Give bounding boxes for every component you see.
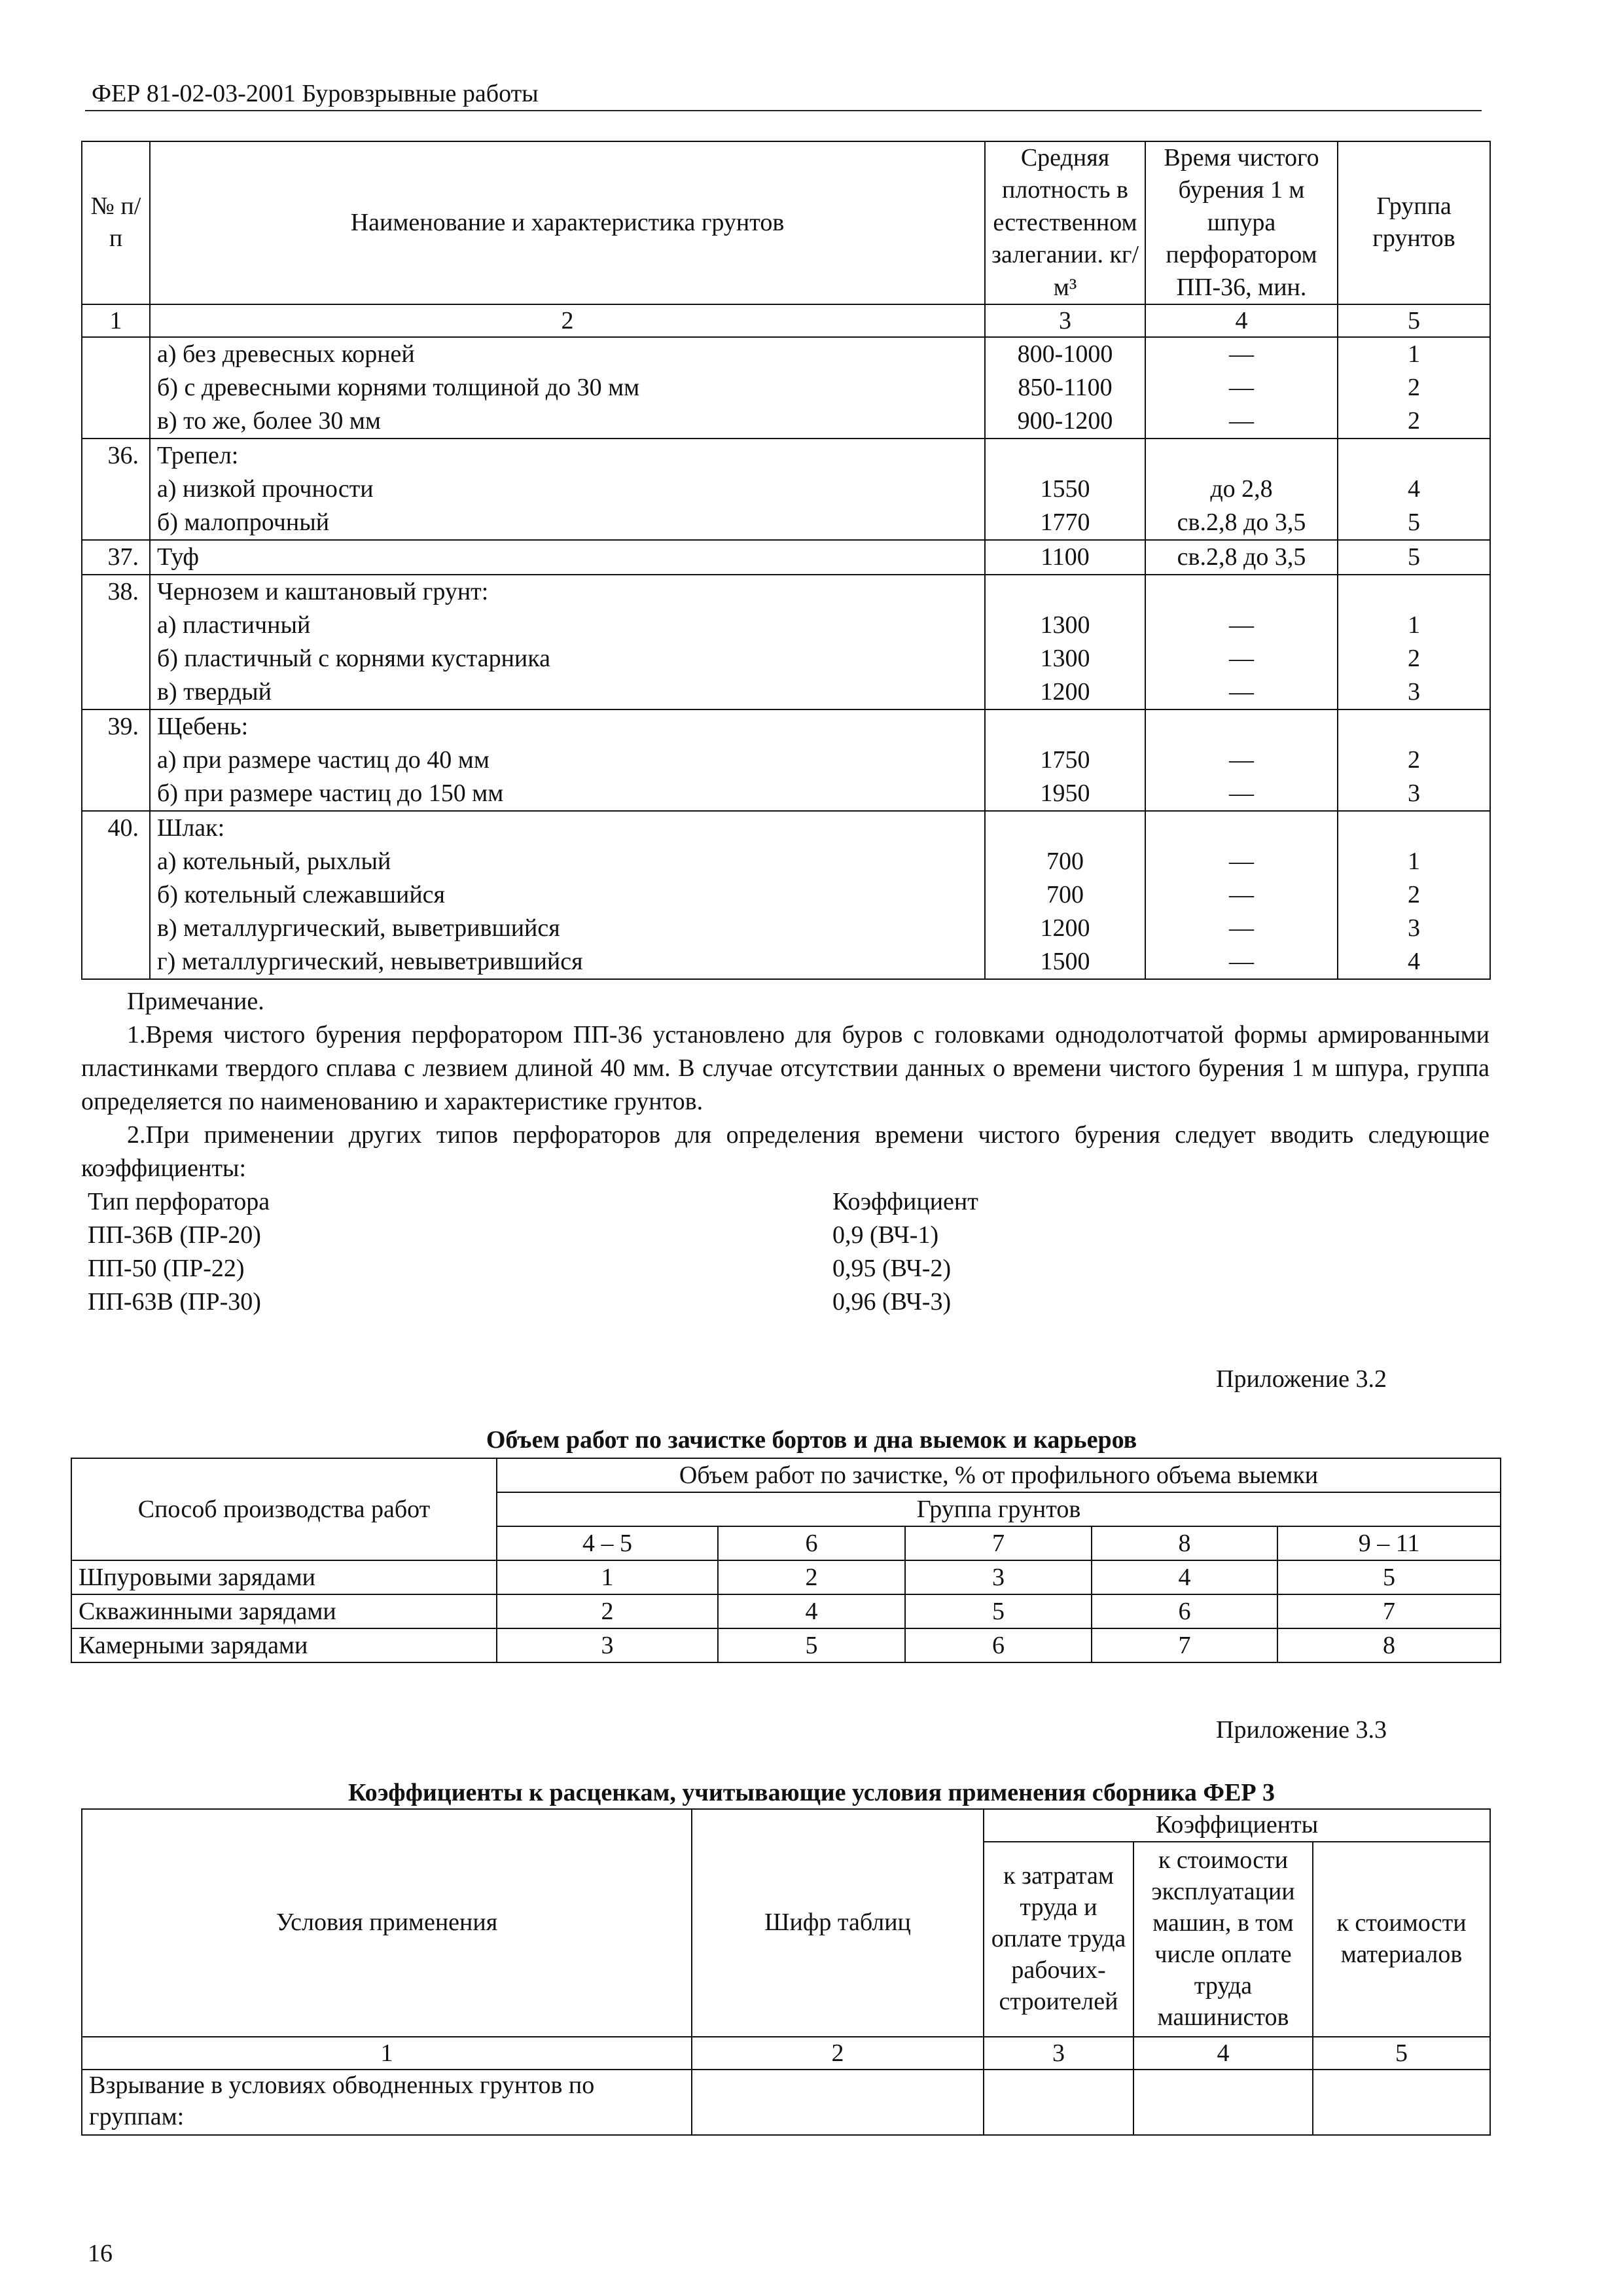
density-value-cell: [985, 575, 1145, 709]
soil-group: 2: [1408, 373, 1420, 401]
row-number: [82, 575, 150, 709]
soil-name: Трепел:: [157, 441, 239, 469]
coef-header-row: [81, 1185, 1489, 1219]
density-value: [992, 710, 1138, 744]
soil-group: 5: [1408, 508, 1420, 536]
header-rule: [85, 110, 1482, 111]
soil-name-cell: [150, 811, 985, 979]
density-value: 900-1200: [1017, 406, 1113, 435]
col-number: 1: [82, 304, 150, 337]
soil-group: [1345, 812, 1483, 845]
value: 4: [718, 1594, 905, 1628]
soil-group: 3: [1408, 677, 1420, 706]
drilling-time: [1152, 575, 1330, 609]
group-label: 6: [718, 1526, 905, 1560]
empty-cell: [984, 2070, 1133, 2135]
drilling-time: —: [1229, 947, 1254, 975]
density-value: 1300: [1040, 644, 1090, 672]
table-row: [82, 709, 1490, 811]
col-number: 4: [1133, 2037, 1313, 2070]
soil-name: Шлак:: [157, 814, 225, 842]
drilling-time: —: [1229, 340, 1254, 368]
row-number-text: 38.: [107, 577, 139, 605]
drilling-time: [1152, 439, 1330, 473]
soil-name: б) котельный слежавшийся: [157, 880, 446, 908]
header-density: [985, 141, 1145, 304]
note-2: 2.При применении других типов перфораторов для определения времени чистого бурения следует вводить следующие коэффициенты:: [81, 1121, 1489, 1182]
note-1: 1.Время чистого бурения перфоратором ПП-36 установлено для буров с головками однодолотчатой формы армированными пластинками твердого сплава с лезвием длиной 40 мм. В случае отсутствии данных о времени чистого бурения 1 м шпура, группа определяется по наименованию и характеристике грунтов.: [81, 1021, 1489, 1115]
soil-name: Чернозем и каштановый грунт:: [157, 577, 489, 605]
density-value-cell: [985, 337, 1145, 439]
header-group: Группа грунтов: [1338, 141, 1490, 304]
row-number: [82, 439, 150, 540]
soil-name: в) твердый: [157, 677, 272, 706]
value: 2: [718, 1560, 905, 1594]
col-number: 2: [692, 2037, 984, 2070]
soil-group: 4: [1408, 475, 1420, 503]
soil-group-cell: [1338, 439, 1490, 540]
density-value: 1750: [1040, 745, 1090, 774]
soil-name-cell: [150, 709, 985, 811]
coef-header-type: Тип перфоратора: [88, 1188, 270, 1215]
table-row: [71, 1560, 1501, 1594]
appendix-33-label: Приложение 3.3: [1216, 1716, 1387, 1744]
drilling-time: —: [1229, 611, 1254, 639]
density-value: 700: [1046, 847, 1084, 875]
density-value-cell: [985, 540, 1145, 575]
value: 6: [1092, 1594, 1277, 1628]
row-number: [82, 337, 150, 439]
value: 5: [1277, 1560, 1501, 1594]
coef-row: [81, 1252, 1489, 1285]
col-number: 2: [150, 304, 985, 337]
soil-group: 2: [1408, 406, 1420, 435]
drilling-time-cell: [1145, 439, 1338, 540]
value: 8: [1277, 1628, 1501, 1662]
notes: [81, 985, 1489, 1319]
drilling-time-cell: [1145, 575, 1338, 709]
header-name: Наименование и характеристика грунтов: [150, 141, 985, 304]
col-labor: к затратам труда и оплате труда рабочих-строителей: [984, 1842, 1133, 2037]
coef-type: ПП-50 (ПР-22): [88, 1255, 245, 1282]
drilling-time: св.2,8 до 3,5: [1177, 543, 1306, 571]
row-number-text: 37.: [107, 543, 139, 571]
group-label: 9 – 11: [1277, 1526, 1501, 1560]
soil-name-cell: [150, 337, 985, 439]
col-method: Способ производства работ: [71, 1458, 497, 1560]
soil-group-cell: [1338, 575, 1490, 709]
soil-name: б) малопрочный: [157, 508, 330, 536]
soil-name: а) при размере частиц до 40 мм: [157, 745, 490, 774]
density-value: [992, 439, 1138, 473]
row-number-text: 39.: [107, 712, 139, 740]
density-value: 1100: [1041, 543, 1090, 571]
coef-value: 0,95 (ВЧ-2): [832, 1255, 952, 1282]
header-num: № п/п: [82, 141, 150, 304]
table-row: [71, 1594, 1501, 1628]
col-machines: к стоимости эксплуатации машин, в том числе оплате труда машинистов: [1133, 1842, 1313, 2037]
value: 4: [1092, 1560, 1277, 1594]
soil-name: б) пластичный с корнями кустарника: [157, 644, 551, 672]
empty-cell: [1313, 2070, 1490, 2135]
density-value: [992, 812, 1138, 845]
drilling-time: —: [1229, 745, 1254, 774]
soil-group: [1345, 710, 1483, 744]
table-row: [82, 540, 1490, 575]
drilling-time: —: [1229, 880, 1254, 908]
col-group: Группа грунтов: [497, 1492, 1501, 1526]
soil-group: 3: [1408, 779, 1420, 807]
soil-group: 1: [1408, 847, 1420, 875]
row-number: [82, 540, 150, 575]
page-number: 16: [88, 2240, 113, 2267]
density-value: 800-1000: [1017, 340, 1113, 368]
method: Шпуровыми зарядами: [71, 1560, 497, 1594]
soil-group: 5: [1408, 543, 1420, 571]
density-value-cell: [985, 811, 1145, 979]
table-row: [82, 575, 1490, 709]
drilling-time: —: [1229, 406, 1254, 435]
density-value: 1300: [1040, 611, 1090, 639]
method: Скважинными зарядами: [71, 1594, 497, 1628]
drilling-time: —: [1229, 644, 1254, 672]
soil-table: [81, 141, 1491, 980]
row-number-text: 36.: [107, 441, 139, 469]
soil-group: 2: [1408, 880, 1420, 908]
notes-title: Примечание.: [127, 988, 264, 1015]
density-value: 1200: [1040, 677, 1090, 706]
empty-cell: [1133, 2070, 1313, 2135]
soil-name: Щебень:: [157, 712, 249, 740]
soil-group: 4: [1408, 947, 1420, 975]
soil-group: [1345, 439, 1483, 473]
soil-group: [1345, 575, 1483, 609]
row-number-text: 40.: [107, 814, 139, 842]
density-value: 1770: [1040, 508, 1090, 536]
value: 1: [497, 1560, 718, 1594]
condition: Взрывание в условиях обводненных грунтов по группам:: [82, 2070, 692, 2135]
value: 2: [497, 1594, 718, 1628]
coef-row: [81, 1219, 1489, 1252]
soil-group: 1: [1408, 340, 1420, 368]
drilling-time: до 2,8: [1210, 475, 1273, 503]
group-label: 8: [1092, 1526, 1277, 1560]
soil-name: а) пластичный: [157, 611, 311, 639]
col-conditions: Условия применения: [82, 1809, 692, 2037]
soil-group-cell: [1338, 337, 1490, 439]
value: 3: [905, 1560, 1092, 1594]
soil-group-cell: [1338, 540, 1490, 575]
soil-name: а) низкой прочности: [157, 475, 374, 503]
soil-name-cell: [150, 439, 985, 540]
appendix-33-title: Коэффициенты к расценкам, учитывающие условия применения сборника ФЕР 3: [348, 1779, 1275, 1806]
table-row: [82, 2070, 1490, 2135]
row-number: [82, 709, 150, 811]
soil-name: в) металлургический, выветрившийся: [157, 914, 560, 942]
soil-name: а) котельный, рыхлый: [157, 847, 391, 875]
soil-name: г) металлургический, невыветрившийся: [157, 947, 583, 975]
soil-group: 3: [1408, 914, 1420, 942]
density-value: 1200: [1040, 914, 1090, 942]
empty-cell: [692, 2070, 984, 2135]
value: 7: [1277, 1594, 1501, 1628]
value: 5: [905, 1594, 1092, 1628]
row-number-text: [89, 338, 139, 371]
col-materials: к стоимости материалов: [1313, 1842, 1490, 2037]
coefficients-table: [81, 1808, 1491, 2136]
soil-group-cell: [1338, 811, 1490, 979]
col-number: 3: [984, 2037, 1133, 2070]
density-value: 1500: [1040, 947, 1090, 975]
soil-name: б) с древесными корнями толщиной до 30 мм: [157, 373, 640, 401]
col-number: 5: [1338, 304, 1490, 337]
appendix-32-label: Приложение 3.2: [1216, 1365, 1387, 1393]
value: 6: [905, 1628, 1092, 1662]
coef-header-value: Коэффициент: [832, 1188, 978, 1215]
drilling-time: —: [1229, 779, 1254, 807]
col-number: 3: [985, 304, 1145, 337]
col-code: Шифр таблиц: [692, 1809, 984, 2037]
soil-name: б) при размере частиц до 150 мм: [157, 779, 504, 807]
drilling-time: [1152, 710, 1330, 744]
coef-value: 0,96 (ВЧ-3): [832, 1288, 952, 1316]
soil-name: в) то же, более 30 мм: [157, 406, 381, 435]
cleanup-volume-table: [71, 1458, 1501, 1663]
col-number: 1: [82, 2037, 692, 2070]
drilling-time: св.2,8 до 3,5: [1177, 508, 1306, 536]
density-value-cell: [985, 439, 1145, 540]
coef-row: [81, 1285, 1489, 1319]
row-number: [82, 811, 150, 979]
col-coefficients: Коэффициенты: [984, 1809, 1490, 1842]
table-row: [82, 439, 1490, 540]
soil-group-cell: [1338, 709, 1490, 811]
density-value: 1550: [1040, 475, 1090, 503]
drilling-time: [1152, 812, 1330, 845]
coef-type: ПП-36В (ПР-20): [88, 1221, 261, 1249]
density-value: 850-1100: [1018, 373, 1113, 401]
drilling-time-cell: [1145, 337, 1338, 439]
value: 3: [497, 1628, 718, 1662]
soil-name-cell: [150, 540, 985, 575]
density-value: 700: [1046, 880, 1084, 908]
col-number: 4: [1145, 304, 1338, 337]
col-number: 5: [1313, 2037, 1490, 2070]
value: 5: [718, 1628, 905, 1662]
soil-group: 1: [1408, 611, 1420, 639]
soil-group: 2: [1408, 644, 1420, 672]
appendix-32-title: Объем работ по зачистке бортов и дна выемок и карьеров: [486, 1426, 1137, 1454]
density-value: [992, 575, 1138, 609]
header-density-text: Средняя плотность в естественном залегании. кг/м³: [991, 144, 1139, 301]
soil-name-cell: [150, 575, 985, 709]
drilling-time: —: [1229, 677, 1254, 706]
density-value-cell: [985, 709, 1145, 811]
header-time: Время чистого бурения 1 м шпура перфоратором ПП-36, мин.: [1145, 141, 1338, 304]
coef-value: 0,9 (ВЧ-1): [832, 1221, 939, 1249]
drilling-time-cell: [1145, 540, 1338, 575]
page-header: ФЕР 81-02-03-2001 Буровзрывные работы: [92, 80, 539, 107]
col-volume: Объем работ по зачистке, % от профильного объема выемки: [497, 1458, 1501, 1492]
soil-name: Туф: [157, 543, 199, 571]
group-label: 4 – 5: [497, 1526, 718, 1560]
table-row: [82, 337, 1490, 439]
group-label: 7: [905, 1526, 1092, 1560]
drilling-time-cell: [1145, 811, 1338, 979]
drilling-time: —: [1229, 373, 1254, 401]
soil-name: а) без древесных корней: [157, 340, 415, 368]
soil-group: 2: [1408, 745, 1420, 774]
coef-type: ПП-63В (ПР-30): [88, 1288, 261, 1316]
drilling-time: —: [1229, 914, 1254, 942]
method: Камерными зарядами: [71, 1628, 497, 1662]
density-value: 1950: [1040, 779, 1090, 807]
drilling-time-cell: [1145, 709, 1338, 811]
value: 7: [1092, 1628, 1277, 1662]
table-row: [82, 811, 1490, 979]
drilling-time: —: [1229, 847, 1254, 875]
table-row: [71, 1628, 1501, 1662]
